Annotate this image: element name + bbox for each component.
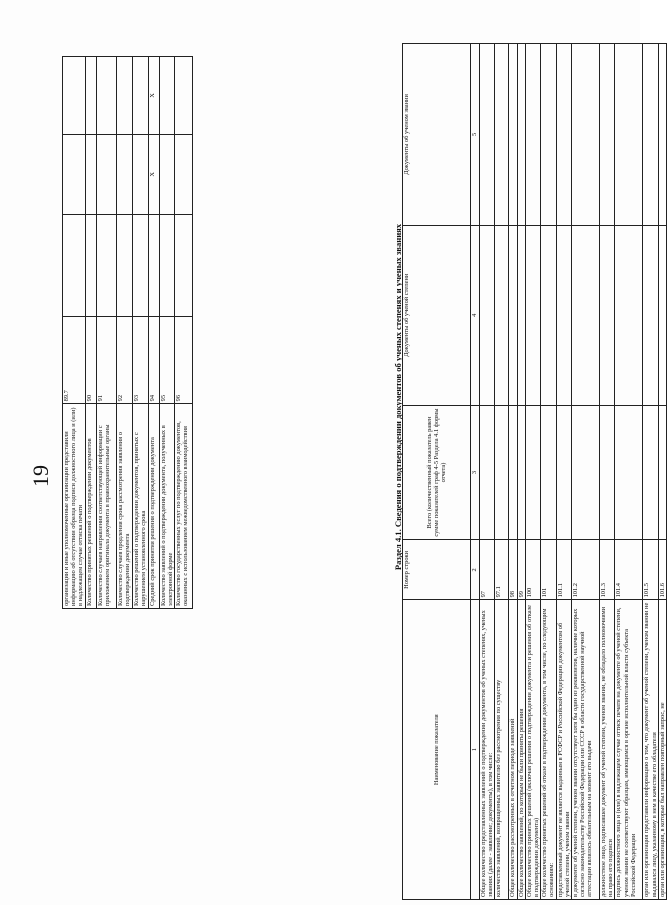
- index-row: [471, 44, 480, 900]
- empty-value-cell: [517, 405, 525, 540]
- row-label: должностное лицо, подписавшее документ об ученой степени, ученом звании, не обладало полномочиями на право его подписи: [600, 600, 615, 900]
- empty-value-cell: [556, 44, 571, 226]
- empty-value-cell: [517, 44, 525, 226]
- row-title: [85, 57, 96, 135]
- row-title: [116, 57, 132, 135]
- page-number: 19: [28, 465, 53, 487]
- row-code: 101.4: [615, 540, 643, 600]
- table-row: [495, 44, 509, 900]
- row-code: 96: [175, 317, 193, 404]
- row-label: Общее количество рассмотренных в отчетном периоде заявлений: [509, 600, 517, 900]
- row-degree: [132, 134, 148, 214]
- empty-value-cell: [556, 405, 571, 540]
- row-code: 101.3: [600, 540, 615, 600]
- row-label: в документе об ученой степени, ученом звании отсутствует хотя бы один из реквизитов, наличие которых согласно законодательству Российской Федерации или СССР в области государственной научной аттестации являлось обязательным на момент его выдачи: [572, 600, 600, 900]
- row-title: X: [148, 57, 159, 135]
- table-row: [63, 57, 86, 609]
- row-label: представленный документ не является выданным в РСФСР и Российской Федерации документом об ученой степени, ученом звании: [556, 600, 571, 900]
- index-cell: 5: [471, 44, 480, 226]
- row-code: 101.1: [556, 540, 571, 600]
- index-cell: 1: [471, 600, 480, 900]
- empty-value-cell: [480, 405, 495, 540]
- row-code: 90: [85, 317, 96, 404]
- empty-value-cell: [615, 225, 643, 405]
- row-label: Средний срок принятия решения о подтверждении документа: [148, 404, 159, 609]
- empty-value-cell: [658, 44, 666, 226]
- row-label: Общее количество представленных заявлений о подтверждении документов об ученых степенях, ученых званиях (далее - заявление; документы), в том числе:: [480, 600, 495, 900]
- empty-value-cell: [541, 225, 556, 405]
- empty-value-cell: [572, 225, 600, 405]
- empty-value-cell: [541, 405, 556, 540]
- row-code: 95: [159, 317, 174, 404]
- index-cell: 2: [471, 540, 480, 600]
- row-code: 101.6: [658, 540, 666, 600]
- header-code: Номер строки: [403, 540, 471, 600]
- table-row: [525, 44, 540, 900]
- row-code: 94: [148, 317, 159, 404]
- row-code: 97.1: [495, 540, 509, 600]
- table-continuation: [62, 56, 193, 609]
- section-title: Раздел 4.1. Сведения о подтверждении документов об ученых степенях и ученых званиях: [393, 223, 403, 571]
- row-code: 89.7: [63, 317, 86, 404]
- header-total: Всего (количественный показатель равен сумме показателей граф 4-5 Раздела 4.1 формы отчета): [403, 405, 471, 540]
- row-code: 97: [480, 540, 495, 600]
- table-row: [517, 44, 525, 900]
- row-title: [132, 57, 148, 135]
- empty-value-cell: [643, 44, 658, 226]
- row-degree: [85, 134, 96, 214]
- row-label: Общее количество принятых решений (включая решения о подтверждении документа и решения об отказе в подтверждении документа): [525, 600, 540, 900]
- header-title: Документы об ученом звании: [403, 44, 471, 226]
- empty-value-cell: [525, 44, 540, 226]
- row-code: 101.2: [572, 540, 600, 600]
- row-label: Количество решений о подтверждении документов, принятых с нарушением установленного срока: [132, 404, 148, 609]
- empty-value-cell: [525, 225, 540, 405]
- row-label: Общее количество принятых решений об отказе в подтверждении документа, в том числе, по следующим основаниям:: [541, 600, 556, 900]
- index-cell: 3: [471, 405, 480, 540]
- row-label: Количество случаев направления соответствующей информации с приложением оригинала документа в правоохранительные органы: [96, 404, 116, 609]
- row-total: [175, 214, 193, 317]
- table-row: [643, 44, 658, 900]
- empty-value-cell: [556, 225, 571, 405]
- row-code: 100: [525, 540, 540, 600]
- row-label: Количество заявлений о подтверждении документа, полученных в электронной форме: [159, 404, 174, 609]
- empty-value-cell: [509, 225, 517, 405]
- row-label: организации и иные уполномоченные организации представили информацию об отсутствии образца подписи должностного лица и (или) в надлежащем случае оттиска печати: [63, 404, 86, 609]
- row-label: количество заявлений, возвращенных заявителю без рассмотрения по существу: [495, 600, 509, 900]
- empty-value-cell: [658, 225, 666, 405]
- table-row: [480, 44, 495, 900]
- row-total: [96, 214, 116, 317]
- row-label: Общее количество заявлений, по которым не были приняты решения: [517, 600, 525, 900]
- empty-value-cell: [541, 44, 556, 226]
- empty-value-cell: [643, 405, 658, 540]
- table-row: [159, 57, 174, 609]
- row-code: 101: [541, 540, 556, 600]
- row-degree: [116, 134, 132, 214]
- row-total: [132, 214, 148, 317]
- empty-value-cell: [509, 405, 517, 540]
- row-title: [63, 57, 86, 135]
- row-label: Количество государственных услуг по подтверждению документов, оказанных с использованием межведомственного взаимодействия: [175, 404, 193, 609]
- row-code: 93: [132, 317, 148, 404]
- empty-value-cell: [615, 405, 643, 540]
- table-row: [615, 44, 643, 900]
- empty-value-cell: [600, 225, 615, 405]
- table-row: [116, 57, 132, 609]
- empty-value-cell: [525, 405, 540, 540]
- row-code: 91: [96, 317, 116, 404]
- empty-value-cell: [480, 44, 495, 226]
- row-code: 92: [116, 317, 132, 404]
- row-code: 101.5: [643, 540, 658, 600]
- table-row: [600, 44, 615, 900]
- row-degree: [63, 134, 86, 214]
- row-label: Количество случаев продления срока рассмотрения заявления о подтверждении документа: [116, 404, 132, 609]
- row-code: 99: [517, 540, 525, 600]
- empty-value-cell: [615, 44, 643, 226]
- empty-value-cell: [643, 225, 658, 405]
- row-label: орган или организация, в которые был направлен повторный запрос, не: [658, 600, 666, 900]
- row-label: подпись должностного лица и (или) в надлежащем случае оттиск печати на документе об ученой степени, ученом звании не соответствуют образцам, имеющимся в органе исполнительной власти субъекта Российской Федерации: [615, 600, 643, 900]
- row-total: [148, 214, 159, 317]
- empty-value-cell: [572, 44, 600, 226]
- empty-value-cell: [480, 225, 495, 405]
- table-row: [96, 57, 116, 609]
- empty-value-cell: [495, 225, 509, 405]
- table-section-4-1: [402, 43, 667, 900]
- table-row: [556, 44, 571, 900]
- row-title: [175, 57, 193, 135]
- row-total: [85, 214, 96, 317]
- row-degree: [159, 134, 174, 214]
- row-label: орган или организация представили информацию о том, что документ об ученой степени, ученом звании не выдавался лицу, указанному в нем в качестве его обладателя: [643, 600, 658, 900]
- empty-value-cell: [509, 44, 517, 226]
- table-row: [85, 57, 96, 609]
- header-name: Наименование показателя: [403, 600, 471, 900]
- table-row: [658, 44, 666, 900]
- index-cell: 4: [471, 225, 480, 405]
- row-total: [116, 214, 132, 317]
- table-row: [541, 44, 556, 900]
- empty-value-cell: [658, 405, 666, 540]
- table-row: [148, 57, 159, 609]
- header-degree: Документы об ученой степени: [403, 225, 471, 405]
- row-code: 98: [509, 540, 517, 600]
- empty-value-cell: [600, 405, 615, 540]
- empty-value-cell: [495, 44, 509, 226]
- table-row: [132, 57, 148, 609]
- row-title: [159, 57, 174, 135]
- empty-value-cell: [495, 405, 509, 540]
- row-title: [96, 57, 116, 135]
- row-total: [159, 214, 174, 317]
- empty-value-cell: [517, 225, 525, 405]
- empty-value-cell: [600, 44, 615, 226]
- row-label: Количество принятых решений о подтверждении документов: [85, 404, 96, 609]
- row-degree: X: [148, 134, 159, 214]
- row-degree: [96, 134, 116, 214]
- row-degree: [175, 134, 193, 214]
- table-row: [175, 57, 193, 609]
- empty-value-cell: [572, 405, 600, 540]
- table-row: [509, 44, 517, 900]
- table-row: [572, 44, 600, 900]
- row-total: [63, 214, 86, 317]
